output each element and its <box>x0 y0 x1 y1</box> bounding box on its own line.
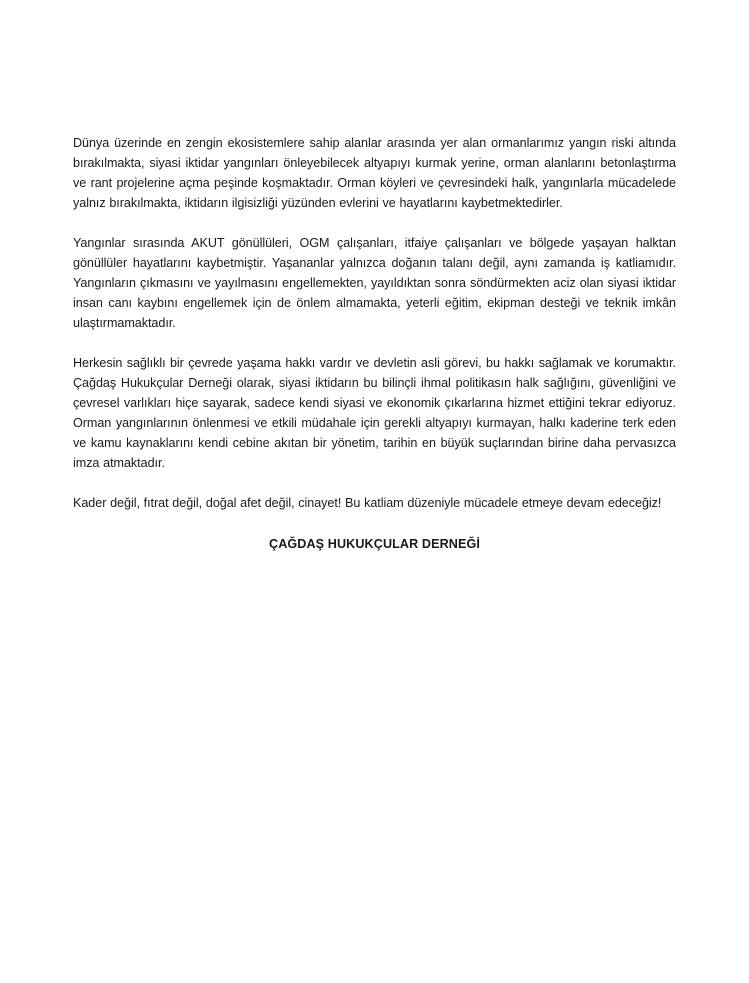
document-page <box>73 133 676 554</box>
paragraph-2: Yangınlar sırasında AKUT gönüllüleri, OGM çalışanları, itfaiye çalışanları ve bölgede yaşayan halktan gönüllüler hayatlarını kaybetmiştir. Yaşananlar yalnızca doğanın talanı değil, aynı zamanda iş katliamıdır. Yangınların çıkmasını ve yayılmasını engellemekten, yayıldıktan sonra söndürmekten aciz olan siyasi iktidar insan canı kaybını engellemek için de önlem almamakta, yeterli eğitim, ekipman desteği ve teknik imkân ulaştırmamaktadır. <box>73 236 676 330</box>
signature: ÇAĞDAŞ HUKUKÇULAR DERNEĞİ <box>269 537 480 551</box>
paragraph-4: Kader değil, fıtrat değil, doğal afet değil, cinayet! Bu katliam düzeniyle mücadele etmeye devam edeceğiz! <box>73 496 662 510</box>
paragraph-1: Dünya üzerinde en zengin ekosistemlere sahip alanlar arasında yer alan ormanlarımız yangın riski altında bırakılmakta, siyasi iktidar yangınları önleyebilecek altyapıyı kurmak yerine, orman alanlarını betonlaştırma ve rant projelerine açma peşinde koşmaktadır. Orman köyleri ve çevresindeki halk, yangınlarla mücadelede yalnız bırakılmakta, iktidarın ilgisizliği yüzünden evlerini ve hayatlarını kaybetmektedirler. <box>73 136 676 210</box>
paragraph-3: Herkesin sağlıklı bir çevrede yaşama hakkı vardır ve devletin asli görevi, bu hakkı sağlamak ve korumaktır. Çağdaş Hukukçular Derneği olarak, siyasi iktidarın bu bilinçli ihmal politikasın halk sağlığını, güvenliğini ve çevresel varlıkları hiçe sayarak, sadece kendi siyasi ve ekonomik çıkarlarına hizmet ettiğini tekrar ediyoruz. Orman yangınlarının önlenmesi ve etkili müdahale için gerekli altyapıyı kurmayan, halkı kaderine terk eden ve kamu kaynaklarını kendi cebine akıtan bir yönetim, tarihin en büyük suçlarından birine daha pervasızca imza atmaktadır. <box>73 356 676 470</box>
